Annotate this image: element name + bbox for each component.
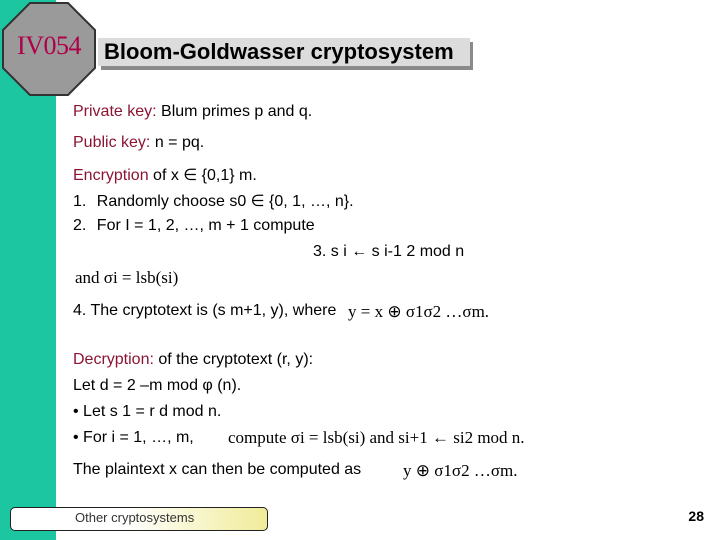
y-formula: y = x ⊕ σ1σ2 …σm.: [348, 302, 490, 321]
compute-formula: compute σi = lsb(si) and si+1 ← si2 mod n.: [228, 428, 525, 447]
step-4: 4. The cryptotext is (s m+1, y), where: [73, 302, 337, 319]
private-key-label: Private key:: [73, 103, 157, 120]
sigma-formula: and σi = lsb(si): [75, 268, 179, 287]
step-2-text: For I = 1, 2, …, m + 1 compute: [96, 217, 315, 234]
decryption-line: [73, 351, 313, 369]
public-key-text: n = pq.: [154, 134, 205, 151]
private-key-line: [73, 103, 312, 121]
footer-label: Other cryptosystems: [75, 510, 195, 525]
bullet-1: • Let s 1 = r d mod n.: [73, 403, 222, 420]
private-key-text: Blum primes p and q.: [161, 103, 313, 120]
course-code: IV054: [17, 31, 81, 60]
page-number: 28: [688, 508, 704, 524]
step-1: [73, 191, 354, 211]
public-key-line: [73, 134, 204, 152]
bullet-2: • For i = 1, …, m,: [73, 429, 194, 446]
step-1-number: 1.: [73, 193, 87, 210]
decryption-label: Decryption:: [73, 351, 154, 368]
encryption-label: Encryption: [73, 167, 149, 184]
slide-title: Bloom-Goldwasser cryptosystem: [104, 39, 454, 64]
footer-box: [10, 507, 268, 531]
decryption-text: of the cryptotext (r, y):: [158, 351, 314, 368]
encryption-text: of x ∈ {0,1} m.: [153, 167, 257, 184]
encryption-line: [73, 165, 257, 185]
title-banner: [98, 38, 470, 70]
step-2-number: 2.: [73, 217, 87, 234]
title-box: [98, 38, 470, 66]
step-1-text: Randomly choose s0 ∈ {0, 1, …, n}.: [96, 193, 354, 210]
plaintext-formula: y ⊕ σ1σ2 …σm.: [403, 461, 518, 480]
step-2: [73, 217, 315, 235]
plaintext-line: The plaintext x can then be computed as: [73, 461, 362, 478]
public-key-label: Public key:: [73, 134, 151, 151]
let-d-line: Let d = 2 –m mod φ (n).: [73, 377, 242, 394]
step-3: 3. s i ← s i-1 2 mod n: [313, 243, 465, 260]
